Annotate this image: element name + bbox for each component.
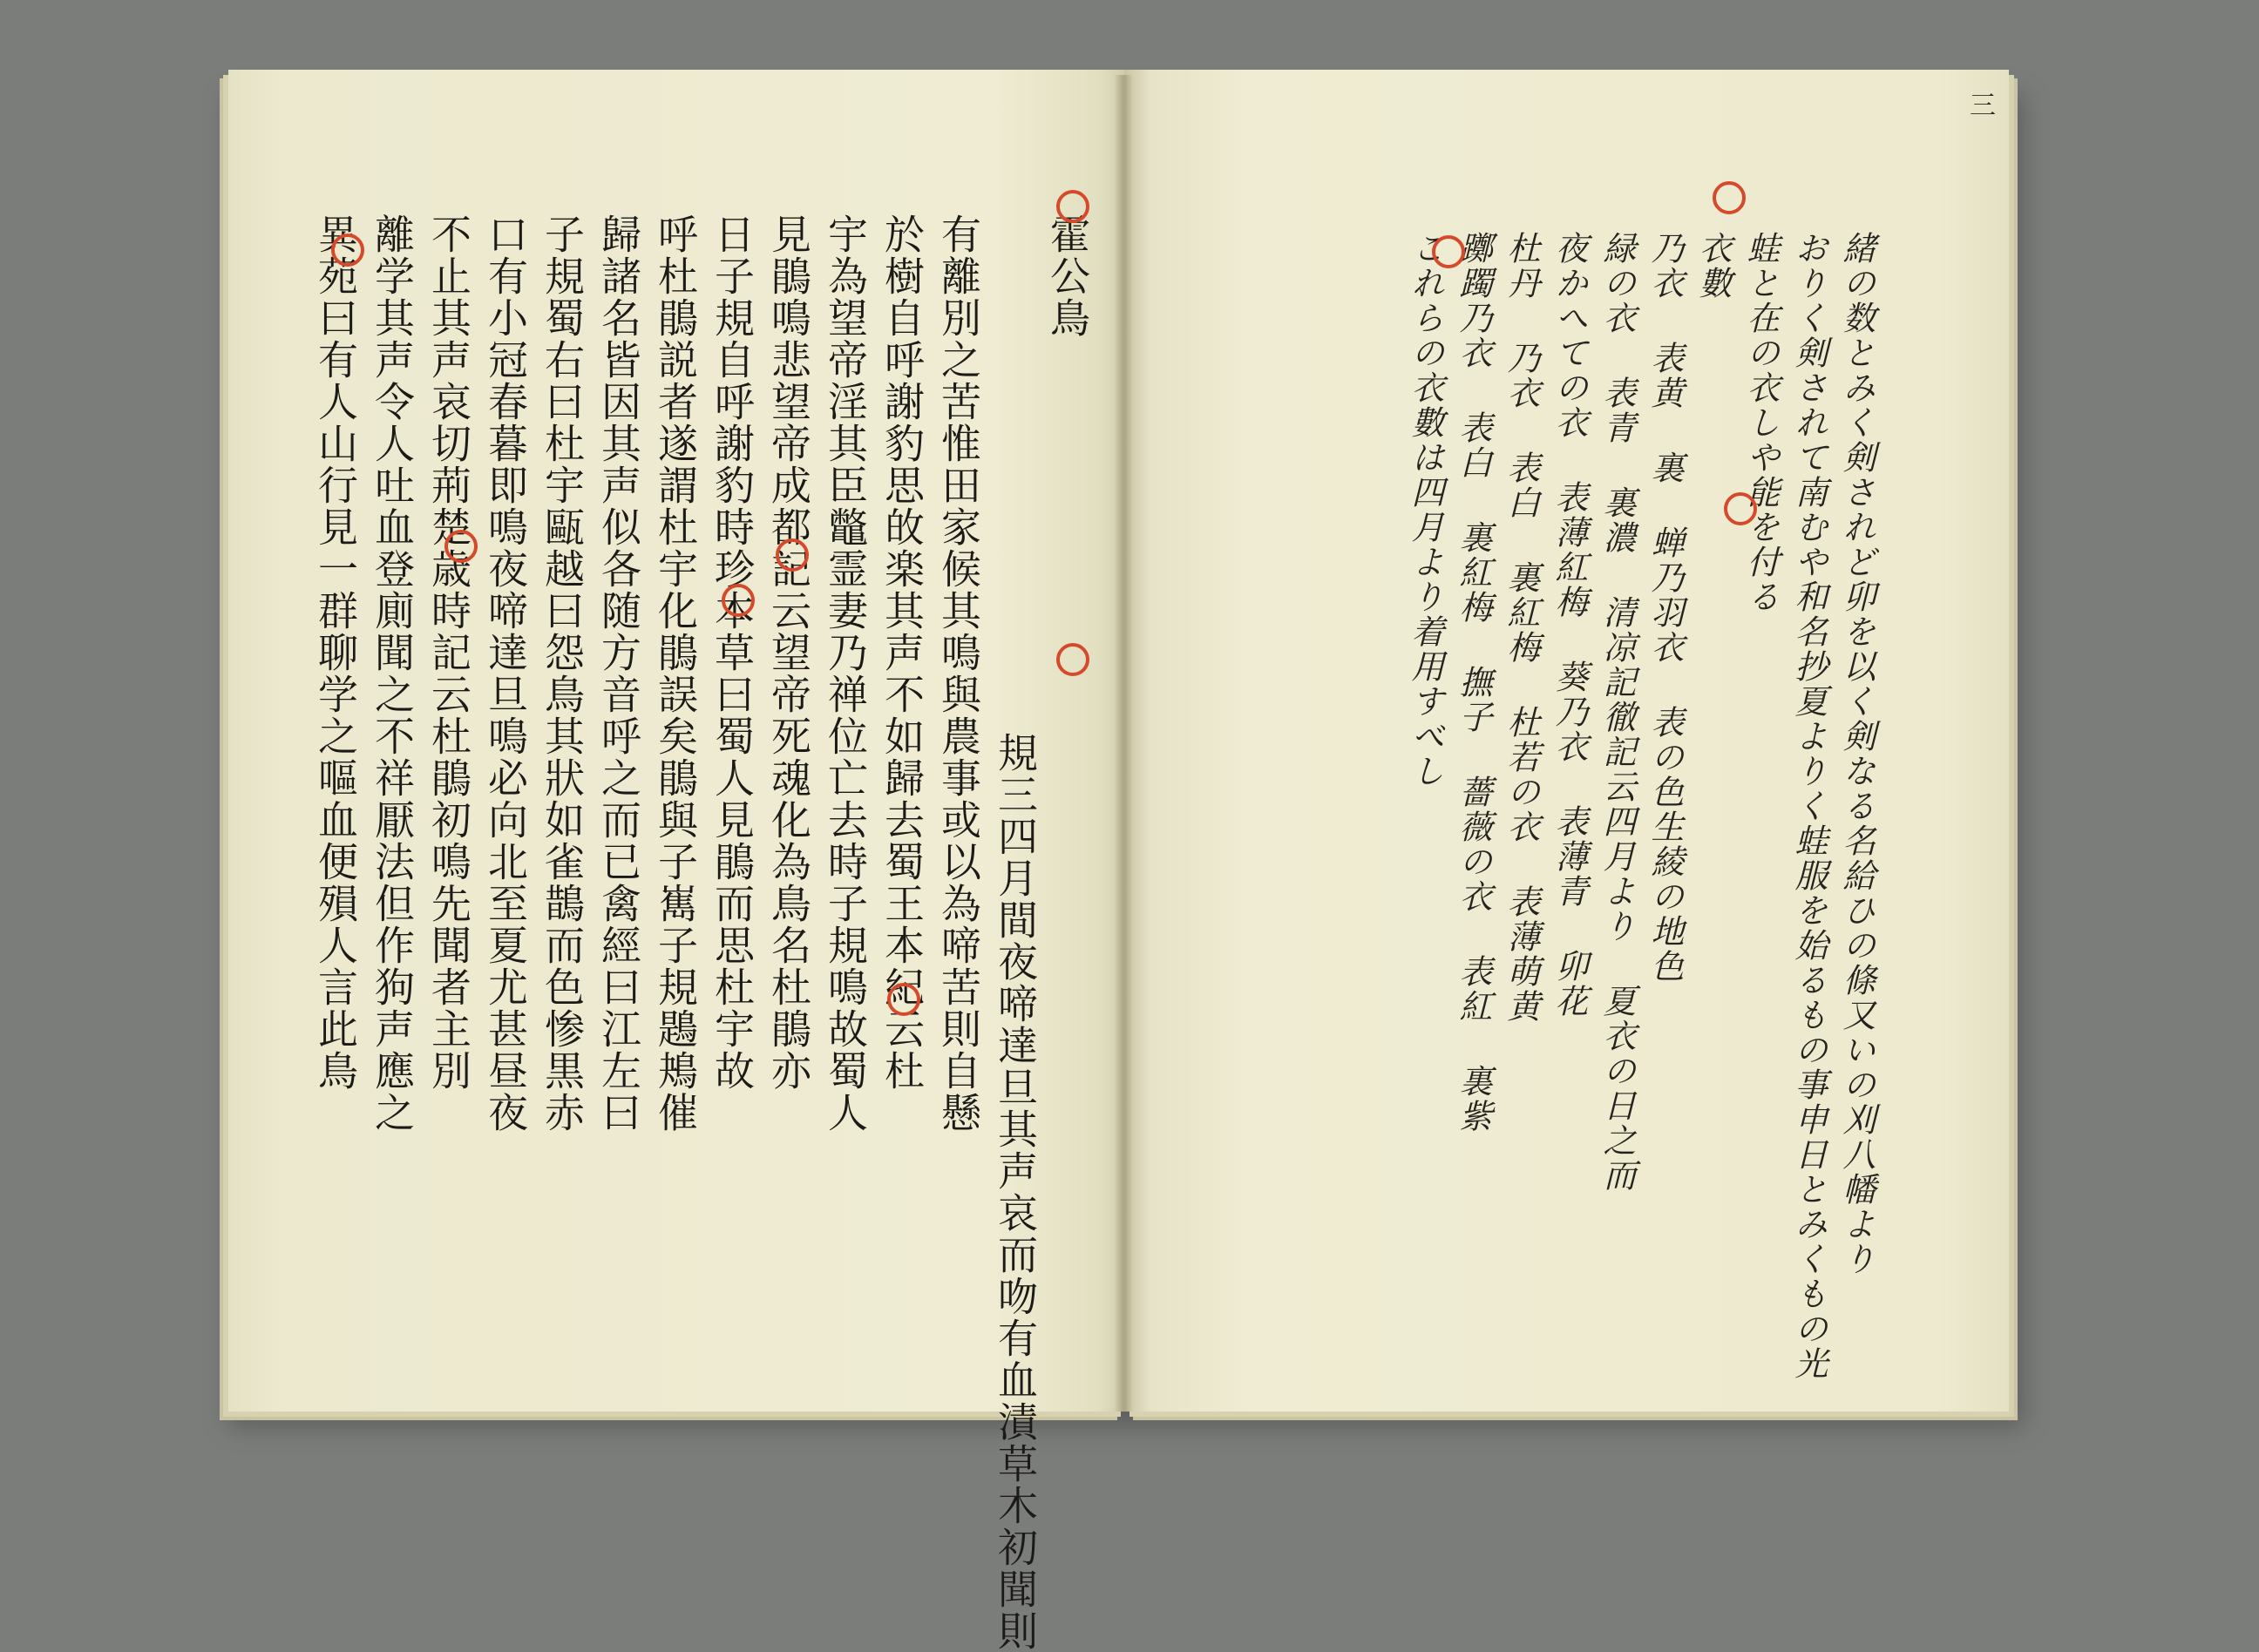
red-circle-mark xyxy=(1056,190,1089,223)
left-col-7: 日子規自呼謝豹時珍本草曰蜀人見鵑而思杜宇故 xyxy=(709,213,756,1092)
left-col-14: 異苑曰有人山行見一群聊学之嘔血便殞人言此鳥 xyxy=(312,213,359,1092)
right-col-4: 衣數 xyxy=(1693,231,1732,301)
red-circle-mark xyxy=(722,584,755,617)
right-col-7: 夜かへての衣 表薄紅梅 葵乃衣 表薄青 卯花 xyxy=(1550,231,1588,1019)
red-circle-mark xyxy=(1056,643,1089,676)
right-col-9: 躑躅乃衣 表白 裏紅梅 撫子 薔薇の衣 表紅 裏紫 xyxy=(1454,231,1492,1134)
left-col-4: 於樹自呼謝豹思敀楽其声不如歸去蜀王本紀云杜 xyxy=(878,213,926,1092)
folio-number: 三 xyxy=(1970,91,1996,121)
red-circle-mark xyxy=(331,234,364,267)
red-circle-mark xyxy=(1432,235,1465,268)
right-col-5: 乃衣 表黄 裏 蝉乃羽衣 表の色生綾の地色 xyxy=(1645,231,1684,984)
left-col-6: 見鵑鳴悲望帝成都記云望帝死魂化為鳥名杜鵑亦 xyxy=(765,213,812,1092)
left-col-11: 口有小冠春暮即鳴夜啼達旦鳴必向北至夏尤甚昼夜 xyxy=(482,213,529,1134)
left-col-10: 子規蜀右曰杜宇甌越曰怨鳥其狀如雀鵲而色惨黒赤 xyxy=(539,213,586,1134)
right-col-2: おりく剣されて南むや和名抄夏よりく蛙服を始るもの事申日とみくもの光 xyxy=(1789,231,1828,1381)
red-circle-mark xyxy=(1724,492,1757,525)
left-col-12: 不止其声哀切荊楚歳時記云杜鵑初鳴先聞者主別 xyxy=(425,213,472,1092)
book-gutter xyxy=(1114,75,1133,1412)
right-col-10: これらの衣數は四月より着用すべし xyxy=(1406,231,1444,789)
red-circle-mark xyxy=(1713,181,1746,214)
right-col-1: 緒の数とみく剣されど卯を以く剣なる名給ひの條又いの刈八幡より xyxy=(1837,231,1876,1276)
right-col-8: 杜丹 乃衣 表白 裏紅梅 杜若の衣 表薄萌黄 xyxy=(1502,231,1540,1024)
left-col-9: 歸諸名皆因其声似各随方音呼之而已禽經曰江左曰 xyxy=(595,213,642,1134)
left-col-1: 霍公鳥 xyxy=(1044,213,1091,339)
left-col-2: 規三四月間夜啼達旦其声哀而吻有血漬草木初聞則 xyxy=(992,732,1039,1652)
right-col-3: 蛙と在の衣しや能を付る xyxy=(1741,231,1780,614)
left-col-13: 離学其声令人吐血登廁聞之不祥厭法但作狗声應之 xyxy=(369,213,416,1134)
red-circle-mark xyxy=(776,538,809,572)
red-circle-mark xyxy=(887,983,920,1016)
red-circle-mark xyxy=(444,530,478,563)
left-col-3: 有離別之苦惟田家候其鳴與農事或以為啼苦則自懸 xyxy=(935,213,982,1134)
right-col-6: 緑の衣 表青 裏濃 清凉記徹記云四月より 夏衣の日之而 xyxy=(1598,231,1636,1193)
left-col-5: 宇為望帝淫其臣鼈霊妻乃禅位亡去時子規鳴故蜀人 xyxy=(822,213,869,1134)
left-col-8: 呼杜鵑説者遂謂杜宇化鵑誤矣鵑與子嶲子規鶗鴂催 xyxy=(652,213,699,1134)
